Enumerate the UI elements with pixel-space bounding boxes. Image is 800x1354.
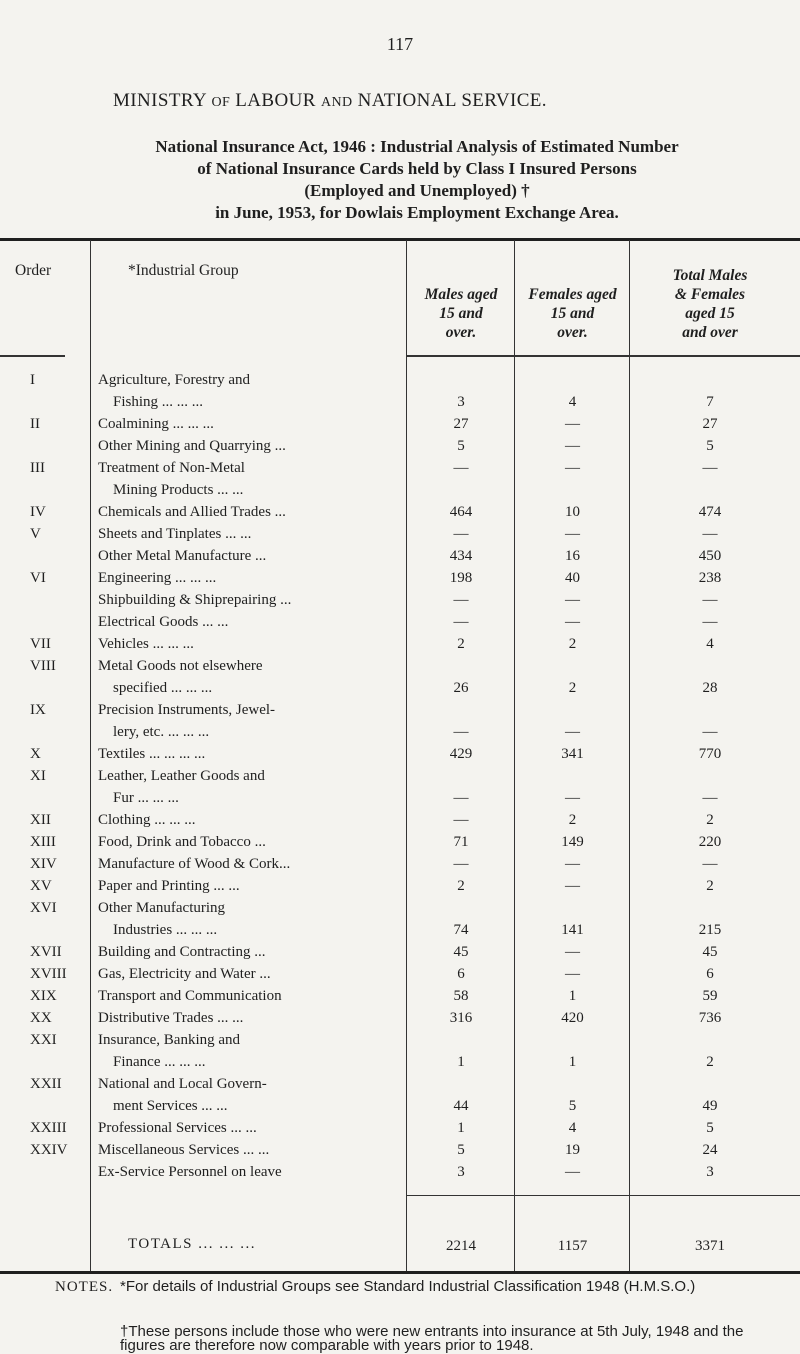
caption-line: in June, 1953, for Dowlais Employment Exchange Area. <box>215 203 619 222</box>
males-cell: 429 <box>449 746 473 762</box>
females-cell: 1 <box>568 988 577 1004</box>
total-cell: 474 <box>698 504 722 520</box>
total-cell: 5 <box>706 438 714 454</box>
males-cell: — <box>453 724 469 740</box>
total-cell: 2 <box>706 1054 714 1070</box>
industrial-group-cell: Professional Services ... ... <box>98 1120 257 1136</box>
industrial-group-cell: Fishing ... ... ... <box>98 394 204 410</box>
header-rule <box>0 355 65 357</box>
totals-total: 3371 <box>695 1238 725 1254</box>
females-cell: — <box>565 526 580 542</box>
total-cell: 24 <box>702 1142 718 1158</box>
industrial-group-cell: Vehicles ... ... ... <box>98 636 194 652</box>
industrial-group-cell: ment Services ... ... <box>98 1098 228 1114</box>
order-cell: XVI <box>30 900 57 916</box>
industrial-group-cell: Finance ... ... ... <box>98 1054 206 1070</box>
totals-rule <box>406 1195 800 1196</box>
females-cell: 1 <box>568 1054 577 1070</box>
table-row <box>0 482 800 504</box>
industrial-group-cell: specified ... ... ... <box>98 680 213 696</box>
males-cell: 434 <box>449 548 473 564</box>
order-cell: I <box>30 372 35 388</box>
industrial-group-cell: Miscellaneous Services ... ... <box>98 1142 270 1158</box>
industrial-group-cell: Electrical Goods ... ... <box>98 614 229 630</box>
females-cell: 149 <box>561 834 584 850</box>
ministry-and: AND <box>320 95 353 110</box>
total-cell: 28 <box>702 680 718 696</box>
total-cell: 49 <box>702 1098 718 1114</box>
females-cell: 141 <box>561 922 584 938</box>
females-cell: 420 <box>561 1010 584 1026</box>
header-line: over. <box>445 324 477 341</box>
table-row <box>0 768 800 790</box>
industrial-group-cell: Coalmining ... ... ... <box>98 416 214 432</box>
order-cell: XIV <box>30 856 57 872</box>
order-cell: II <box>30 416 40 432</box>
industrial-group-cell: Textiles ... ... ... ... <box>98 746 206 762</box>
ministry-heading <box>113 90 547 112</box>
table-row <box>0 944 800 966</box>
males-cell: — <box>453 592 469 608</box>
males-cell: 1 <box>457 1120 465 1136</box>
industrial-group-cell: Agriculture, Forestry and <box>98 372 251 388</box>
total-cell: 4 <box>706 636 714 652</box>
industrial-group-cell: Metal Goods not elsewhere <box>98 658 263 674</box>
table-row <box>0 966 800 988</box>
ministry-part: MINISTRY <box>113 90 212 111</box>
table-row <box>0 724 800 746</box>
table-row <box>0 834 800 856</box>
caption-line: National Insurance Act, 1946 : Industrial Analysis of Estimated Number <box>155 137 679 156</box>
table-row <box>0 614 800 636</box>
females-cell: 40 <box>565 570 580 586</box>
order-cell: XX <box>30 1010 52 1026</box>
header-rule <box>406 355 800 357</box>
males-cell: 5 <box>457 438 465 454</box>
females-cell: 10 <box>565 504 580 520</box>
males-cell: 27 <box>453 416 469 432</box>
header-total <box>630 266 790 342</box>
order-cell: VI <box>30 570 46 586</box>
table-row <box>0 878 800 900</box>
ministry-part: NATIONAL SERVICE. <box>352 90 547 111</box>
order-cell: XVII <box>30 944 62 960</box>
table-row <box>0 1032 800 1054</box>
note-new-entrants: †These persons include those who were new entrants into insurance at 5th July, 1948 and the figures are therefore now comparable with years prior to 1948. <box>120 1323 744 1354</box>
females-cell: 2 <box>568 680 577 696</box>
males-cell: 6 <box>457 966 465 982</box>
males-cell: 71 <box>453 834 469 850</box>
order-cell: XXII <box>30 1076 62 1092</box>
males-cell: 464 <box>449 504 473 520</box>
females-cell: — <box>565 438 580 454</box>
females-cell: — <box>565 614 580 630</box>
order-cell: XXIII <box>30 1120 67 1136</box>
total-cell: 27 <box>702 416 718 432</box>
males-cell: — <box>453 526 469 542</box>
males-cell: — <box>453 614 469 630</box>
order-cell: XVIII <box>30 966 67 982</box>
table-row <box>0 504 800 526</box>
header-line: over. <box>557 324 588 341</box>
totals-males: 2214 <box>446 1238 476 1254</box>
table-row <box>0 1054 800 1076</box>
order-cell: IV <box>30 504 46 520</box>
table-row <box>0 570 800 592</box>
total-cell: — <box>702 614 718 630</box>
header-line: & Females <box>674 286 746 303</box>
table-bottom-rule <box>0 1271 800 1274</box>
total-cell: 7 <box>706 394 714 410</box>
males-cell: 3 <box>457 1164 465 1180</box>
header-females <box>515 285 630 342</box>
females-cell: — <box>565 944 580 960</box>
total-cell: — <box>702 526 718 542</box>
females-cell: 2 <box>568 812 577 828</box>
totals-label: TOTALS ... ... ... <box>128 1236 257 1252</box>
order-cell: VII <box>30 636 51 652</box>
males-cell: 58 <box>453 988 469 1004</box>
total-cell: 450 <box>698 548 722 564</box>
order-cell: XI <box>30 768 46 784</box>
table-row <box>0 438 800 460</box>
header-line: Total Males <box>672 267 748 284</box>
order-cell: XXI <box>30 1032 57 1048</box>
industrial-group-cell: Fur ... ... ... <box>98 790 179 806</box>
males-cell: 3 <box>457 394 465 410</box>
table-row <box>0 658 800 680</box>
males-cell: 74 <box>453 922 469 938</box>
females-cell: — <box>565 1164 580 1180</box>
males-cell: 2 <box>457 636 465 652</box>
total-cell: 3 <box>706 1164 714 1180</box>
total-cell: — <box>702 724 718 740</box>
header-line: Males aged <box>424 286 498 303</box>
females-cell: 16 <box>565 548 580 564</box>
order-cell: V <box>30 526 41 542</box>
industrial-group-cell: Other Metal Manufacture ... <box>98 548 267 564</box>
total-cell: — <box>702 460 718 476</box>
females-cell: 5 <box>568 1098 577 1114</box>
industrial-group-cell: Gas, Electricity and Water ... <box>98 966 271 982</box>
order-cell: IX <box>30 702 46 718</box>
header-line: aged 15 <box>685 305 735 322</box>
table-top-rule <box>0 238 800 241</box>
ministry-of: OF <box>211 95 231 110</box>
total-cell: 45 <box>702 944 718 960</box>
table-row <box>0 460 800 482</box>
table-row <box>0 702 800 724</box>
females-cell: — <box>565 416 580 432</box>
males-cell: 1 <box>457 1054 465 1070</box>
table-row <box>0 856 800 878</box>
header-line: Females aged <box>528 286 617 303</box>
industrial-group-cell: Distributive Trades ... ... <box>98 1010 244 1026</box>
table-row <box>0 1142 800 1164</box>
males-cell: 198 <box>449 570 473 586</box>
total-cell: — <box>702 790 718 806</box>
industrial-group-cell: Building and Contracting ... <box>98 944 266 960</box>
females-cell: 4 <box>568 1120 577 1136</box>
table-row <box>0 416 800 438</box>
note-industrial-classification: *For details of Industrial Groups see Standard Industrial Classification 1948 (H.M.S.O.) <box>120 1278 696 1295</box>
industrial-group-cell: Mining Products ... ... <box>98 482 244 498</box>
industrial-group-cell: Manufacture of Wood & Cork... <box>98 856 291 872</box>
total-cell: 215 <box>698 922 722 938</box>
table-row <box>0 988 800 1010</box>
industrial-group-cell: Treatment of Non-Metal <box>98 460 245 476</box>
females-cell: 341 <box>561 746 584 762</box>
header-line: 15 and <box>439 305 483 322</box>
males-cell: 5 <box>457 1142 465 1158</box>
header-line: 15 and <box>550 305 595 322</box>
header-industrial-group: *Industrial Group <box>128 262 239 279</box>
males-cell: — <box>453 790 469 806</box>
table-row <box>0 922 800 944</box>
table-row <box>0 1010 800 1032</box>
order-cell: XII <box>30 812 51 828</box>
caption-line: of National Insurance Cards held by Class I Insured Persons <box>197 159 637 178</box>
ministry-part: LABOUR <box>230 90 321 111</box>
total-cell: — <box>702 856 718 872</box>
industrial-group-cell: Food, Drink and Tobacco ... <box>98 834 266 850</box>
caption-line: (Employed and Unemployed) † <box>304 181 530 200</box>
females-cell: — <box>565 790 580 806</box>
females-cell: — <box>565 878 580 894</box>
industrial-group-cell: Transport and Communication <box>98 988 282 1004</box>
females-cell: — <box>565 592 580 608</box>
table-row <box>0 526 800 548</box>
males-cell: 45 <box>453 944 469 960</box>
header-order: Order <box>15 262 52 279</box>
females-cell: 19 <box>565 1142 580 1158</box>
total-cell: 238 <box>698 570 722 586</box>
females-cell: — <box>565 856 580 872</box>
industrial-group-cell: Industries ... ... ... <box>98 922 218 938</box>
industrial-group-cell: Engineering ... ... ... <box>98 570 217 586</box>
industrial-group-cell: Sheets and Tinplates ... ... <box>98 526 252 542</box>
order-cell: VIII <box>30 658 56 674</box>
industrial-group-cell: Chemicals and Allied Trades ... <box>98 504 286 520</box>
females-cell: — <box>565 724 580 740</box>
table-row <box>0 1098 800 1120</box>
total-cell: 2 <box>706 812 714 828</box>
total-cell: 220 <box>698 834 722 850</box>
total-cell: 736 <box>698 1010 722 1026</box>
table-row <box>0 1164 800 1186</box>
notes-label: NOTES. <box>55 1279 114 1295</box>
males-cell: 2 <box>457 878 465 894</box>
total-cell: — <box>702 592 718 608</box>
males-cell: 316 <box>449 1010 473 1026</box>
total-cell: 770 <box>698 746 722 762</box>
industrial-group-cell: National and Local Govern- <box>98 1076 267 1092</box>
table-row <box>0 394 800 416</box>
males-cell: — <box>453 856 469 872</box>
table-row <box>0 1120 800 1142</box>
order-cell: XIX <box>30 988 57 1004</box>
order-cell: XIII <box>30 834 56 850</box>
females-cell: 2 <box>568 636 577 652</box>
totals-females: 1157 <box>557 1238 588 1254</box>
industrial-group-cell: Ex-Service Personnel on leave <box>98 1164 282 1180</box>
table-row <box>0 592 800 614</box>
table-row <box>0 746 800 768</box>
page-number: 117 <box>386 34 414 54</box>
header-males <box>407 285 515 342</box>
total-cell: 5 <box>706 1120 714 1136</box>
females-cell: 4 <box>568 394 577 410</box>
order-cell: X <box>30 746 41 762</box>
industrial-group-cell: Leather, Leather Goods and <box>98 768 265 784</box>
males-cell: 26 <box>453 680 469 696</box>
table-row <box>0 812 800 834</box>
industrial-group-cell: lery, etc. ... ... ... <box>98 724 210 740</box>
industrial-group-cell: Clothing ... ... ... <box>98 812 196 828</box>
table-caption <box>57 136 777 224</box>
industrial-group-cell: Precision Instruments, Jewel- <box>98 702 276 718</box>
table-row <box>0 680 800 702</box>
females-cell: — <box>565 966 580 982</box>
females-cell: — <box>565 460 580 476</box>
order-cell: XV <box>30 878 52 894</box>
total-cell: 6 <box>706 966 714 982</box>
total-cell: 59 <box>702 988 718 1004</box>
header-line: and over <box>682 324 738 341</box>
industrial-group-cell: Paper and Printing ... ... <box>98 878 240 894</box>
order-cell: XXIV <box>30 1142 68 1158</box>
total-cell: 2 <box>706 878 714 894</box>
males-cell: — <box>453 460 469 476</box>
males-cell: — <box>453 812 469 828</box>
table-row <box>0 636 800 658</box>
order-cell: III <box>30 460 45 476</box>
table-row <box>0 900 800 922</box>
males-cell: 44 <box>453 1098 469 1114</box>
table-row <box>0 1076 800 1098</box>
industrial-group-cell: Insurance, Banking and <box>98 1032 241 1048</box>
table-row <box>0 372 800 394</box>
industrial-group-cell: Other Manufacturing <box>98 900 226 916</box>
table-row <box>0 548 800 570</box>
table-row <box>0 790 800 812</box>
industrial-group-cell: Shipbuilding & Shiprepairing ... <box>98 592 292 608</box>
industrial-group-cell: Other Mining and Quarrying ... <box>98 438 286 454</box>
